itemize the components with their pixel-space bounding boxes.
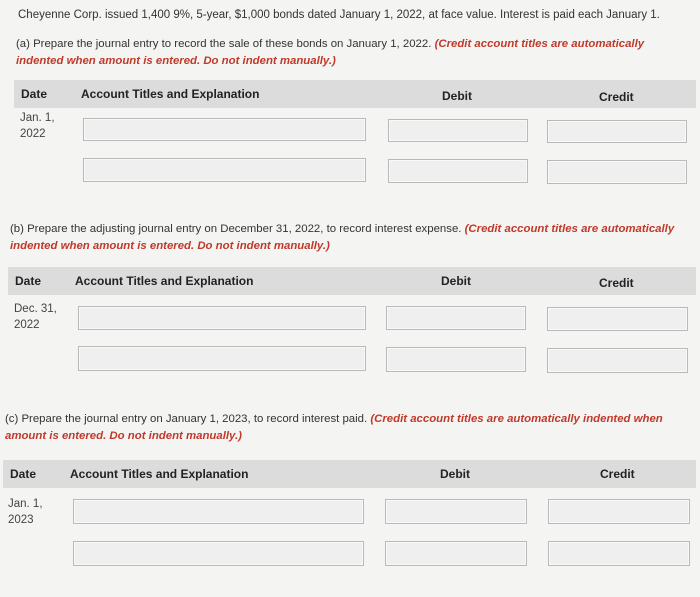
part-a-debit-input-row2[interactable] (388, 159, 528, 183)
part-a-date (20, 110, 55, 142)
part-a-note-2: indented when amount is entered. Do not indent manually.) (16, 55, 336, 67)
part-c-account-input-row1[interactable] (73, 499, 364, 524)
part-c-credit-input-row1[interactable] (548, 499, 690, 524)
col-date-header: Date (21, 87, 48, 101)
date-line-2: 2022 (20, 128, 46, 140)
date-line-1: Jan. 1, (8, 498, 43, 510)
date-line-1: Jan. 1, (20, 112, 55, 124)
part-b-credit-input-row1[interactable] (547, 307, 688, 331)
part-a-account-input-row1[interactable] (83, 118, 366, 141)
part-c-table-header (3, 460, 696, 488)
part-b-table-header (8, 267, 696, 295)
col-account-header: Account Titles and Explanation (81, 87, 260, 101)
col-debit-header: Debit (440, 467, 470, 481)
problem-statement: Cheyenne Corp. issued 1,400 9%, 5-year, $1,000 bonds dated January 1, 2022, at face value. Interest is paid each January 1. (18, 9, 660, 21)
part-b-account-input-row1[interactable] (78, 306, 366, 330)
part-a-credit-input-row1[interactable] (547, 120, 687, 143)
part-a-credit-input-row2[interactable] (547, 160, 687, 184)
part-c-debit-input-row2[interactable] (385, 541, 527, 566)
part-a-instruction (16, 36, 696, 70)
col-debit-header: Debit (441, 274, 471, 288)
part-c-note-2: amount is entered. Do not indent manually.) (5, 430, 242, 442)
part-b-note-1: (Credit account titles are automatically (464, 223, 675, 235)
part-b-account-input-row2[interactable] (78, 346, 366, 371)
col-date-header: Date (10, 467, 37, 481)
part-c-note-1: (Credit account titles are automatically indented when (370, 413, 663, 425)
date-line-2: 2022 (14, 319, 40, 331)
part-b-debit-input-row1[interactable] (386, 306, 526, 330)
part-b-date (14, 301, 57, 333)
col-credit-header: Credit (599, 276, 634, 290)
col-credit-header: Credit (600, 467, 635, 481)
date-line-1: Dec. 31, (14, 303, 57, 315)
part-a-account-input-row2[interactable] (83, 158, 366, 182)
part-c-debit-input-row1[interactable] (385, 499, 527, 524)
col-account-header: Account Titles and Explanation (70, 467, 249, 481)
part-c-instruction (5, 411, 700, 445)
part-c-credit-input-row2[interactable] (548, 541, 690, 566)
part-a-table-header (14, 80, 696, 108)
part-a-debit-input-row1[interactable] (388, 119, 528, 142)
part-a-note-1: (Credit account titles are automatically (434, 38, 645, 50)
part-b-credit-input-row2[interactable] (547, 348, 688, 373)
col-credit-header: Credit (599, 90, 634, 104)
date-line-2: 2023 (8, 514, 34, 526)
part-c-date (8, 496, 43, 528)
col-account-header: Account Titles and Explanation (75, 274, 254, 288)
part-a-lead: (a) Prepare the journal entry to record the sale of these bonds on January 1, 2022. (16, 38, 432, 50)
part-b-note-2: indented when amount is entered. Do not indent manually.) (10, 240, 330, 252)
part-b-debit-input-row2[interactable] (386, 347, 526, 372)
col-debit-header: Debit (442, 89, 472, 103)
part-b-lead: (b) Prepare the adjusting journal entry on December 31, 2022, to record interest expense. (10, 223, 462, 235)
col-date-header: Date (15, 274, 42, 288)
part-c-lead: (c) Prepare the journal entry on January 1, 2023, to record interest paid. (5, 413, 368, 425)
part-c-account-input-row2[interactable] (73, 541, 364, 566)
part-b-instruction (10, 221, 700, 255)
